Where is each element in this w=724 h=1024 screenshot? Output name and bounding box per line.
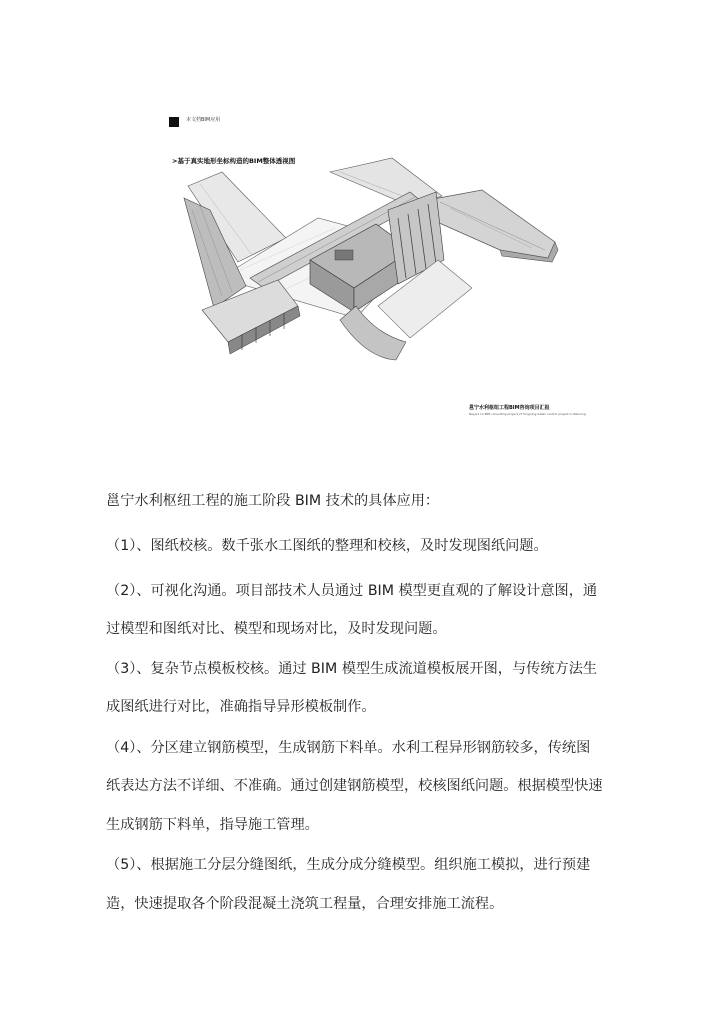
figure-header: 本文档BIM应用 [186, 117, 221, 123]
figure-caption: >基于真实地形坐标构造的BIM整体透视图 [172, 157, 296, 165]
intro-paragraph: 邕宁水利枢纽工程的施工阶段 BIM 技术的具体应用： [106, 493, 440, 509]
item-5-line-1: （5）、根据施工分层分缝图纸，生成分成分缝模型。组织施工模拟，进行预建 [106, 857, 591, 873]
item-2-line-2: 过模型和图纸对比、模型和现场对比，及时发现问题。 [106, 621, 447, 637]
item-5-line-2: 造，快速提取各个阶段混凝土浇筑工程量，合理安排施工流程。 [106, 896, 504, 912]
item-3-line-1: （3）、复杂节点模板校核。通过 BIM 模型生成流道模板展开图，与传统方法生 [106, 661, 598, 677]
item-2-line-1: （2）、可视化沟通。项目部技术人员通过 BIM 模型更直观的了解设计意图，通 [106, 583, 598, 599]
item-1-line-1: （1）、图纸校核。数千张水工图纸的整理和校核，及时发现图纸问题。 [106, 538, 548, 554]
item-4-line-1: （4）、分区建立钢筋模型，生成钢筋下料单。水利工程异形钢筋较多，传统图 [106, 740, 591, 756]
figure-footer-title: 邕宁水利枢纽工程BIM咨询项目汇报 [469, 405, 550, 411]
item-4-line-3: 生成钢筋下料单，指导施工管理。 [106, 817, 319, 833]
figure-footer-subtitle: Report on BIM consulting project of Yongning water control project in Nanning [469, 412, 586, 416]
item-4-line-2: 纸表达方法不详细、不准确。通过创建钢筋模型，校核图纸问题。根据模型快速 [106, 778, 603, 794]
item-3-line-2: 成图纸进行对比，准确指导异形模板制作。 [106, 699, 376, 715]
bim-figure [160, 110, 590, 420]
